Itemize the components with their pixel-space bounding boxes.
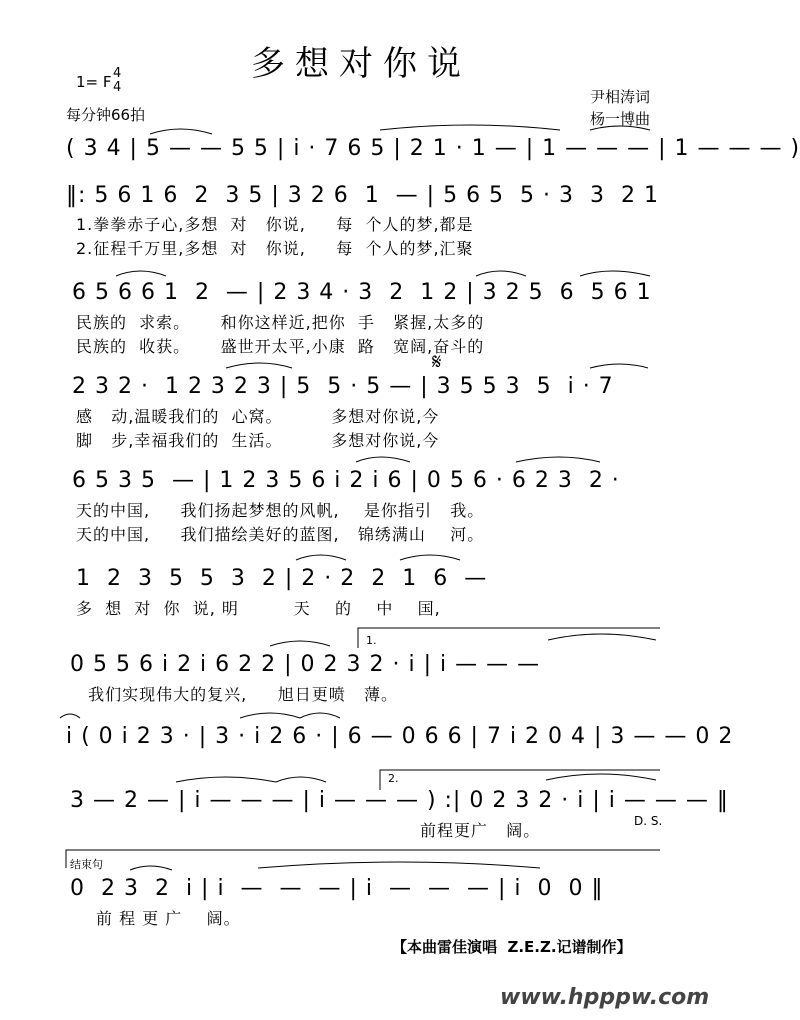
notation-row: i ( 0 i 2 3 · | 3 · i 2 6 · | 6 — 0 6 6 | 7 i 2 0 4 | 3 — — 0 2	[66, 724, 734, 749]
composer-credit: 杨一博曲	[590, 110, 651, 128]
key-signature: 1= F	[76, 73, 112, 91]
lyric-line: 天的中国, 我们扬起梦想的风帆, 是你指引 我。	[76, 501, 485, 520]
dal-segno-mark: D. S.	[634, 814, 663, 828]
notation-row: 2 3 2 · 1 2 3 2 3 | 5 5 · 5 — | 3 5 5 3 5 i · 7	[72, 374, 614, 399]
lyric-line: 1.拳拳赤子心,多想 对 你说, 每 个人的梦,都是	[76, 215, 474, 234]
lyric-line: 前程更广 阔。	[420, 821, 541, 840]
lyric-line: 我们实现伟大的复兴, 旭日更喷 薄。	[76, 685, 398, 704]
time-signature-numerator: 4	[113, 66, 122, 81]
lyricist-credit: 尹相涛词	[590, 88, 651, 106]
performance-credit: 【本曲雷佳演唱 Z.E.Z.记谱制作】	[392, 938, 632, 956]
notation-row: ‖: 5 6 1 6 2 3 5 | 3 2 6 1 — | 5 6 5 5 · 3 3 2 1	[66, 183, 659, 208]
notation-row: 6 5 3 5 — | 1 2 3 5 6 i 2 i 6 | 0 5 6 · 6 2 3 2 ·	[72, 468, 620, 493]
lyric-line: 多 想 对 你 说, 明 天 的 中 国,	[76, 599, 441, 618]
notation-row: 3 — 2 — | i — — — | i — — — ) :| 0 2 3 2 · i | i — — — ‖	[70, 788, 729, 813]
lyric-line: 2.征程千万里,多想 对 你说, 每 个人的梦,汇聚	[76, 239, 474, 258]
time-signature-denominator: 4	[113, 80, 122, 95]
lyric-line: 天的中国, 我们描绘美好的蓝图, 锦绣满山 河。	[76, 525, 485, 544]
lyric-line: 民族的 收获。 盛世开太平,小康 路 宽阔,奋斗的	[76, 337, 485, 356]
lyric-line: 脚 步,幸福我们的 生活。 多想对你说,今	[76, 431, 440, 450]
notation-row: 0 5 5 6 i 2 i 6 2 2 | 0 2 3 2 · i | i — — —	[70, 652, 541, 677]
notation-row: 6 5 6 6 1 2 — | 2 3 4 · 3 2 1 2 | 3 2 5 6 5 6 1	[72, 280, 652, 305]
notation-row: 1 2 3 5 5 3 2 | 2 · 2 2 1 6 —	[76, 566, 488, 591]
notation-row: 0 2 3 2 i | i — — — | i — — — | i 0 0 ‖	[70, 876, 604, 901]
site-watermark: www.hpppw.com	[500, 985, 710, 1010]
coda-label: 结束句	[70, 858, 103, 871]
volta-1-label: 1.	[366, 634, 377, 647]
page-title: 多想对你说	[251, 44, 471, 84]
lyric-line: 感 动,温暖我们的 心窝。 多想对你说,今	[76, 407, 440, 426]
tempo-marking: 每分钟66拍	[66, 106, 146, 124]
lyric-line: 民族的 求索。 和你这样近,把你 手 紧握,太多的	[76, 313, 485, 332]
lyric-line: 前 程 更 广 阔。	[96, 909, 241, 928]
notation-row: ( 3 4 | 5 — — 5 5 | i · 7 6 5 | 2 1 · 1 — | 1 — — — | 1 — — — )	[66, 136, 800, 161]
volta-2-label: 2.	[388, 772, 399, 785]
segno-sign: 𝄋	[432, 350, 442, 375]
